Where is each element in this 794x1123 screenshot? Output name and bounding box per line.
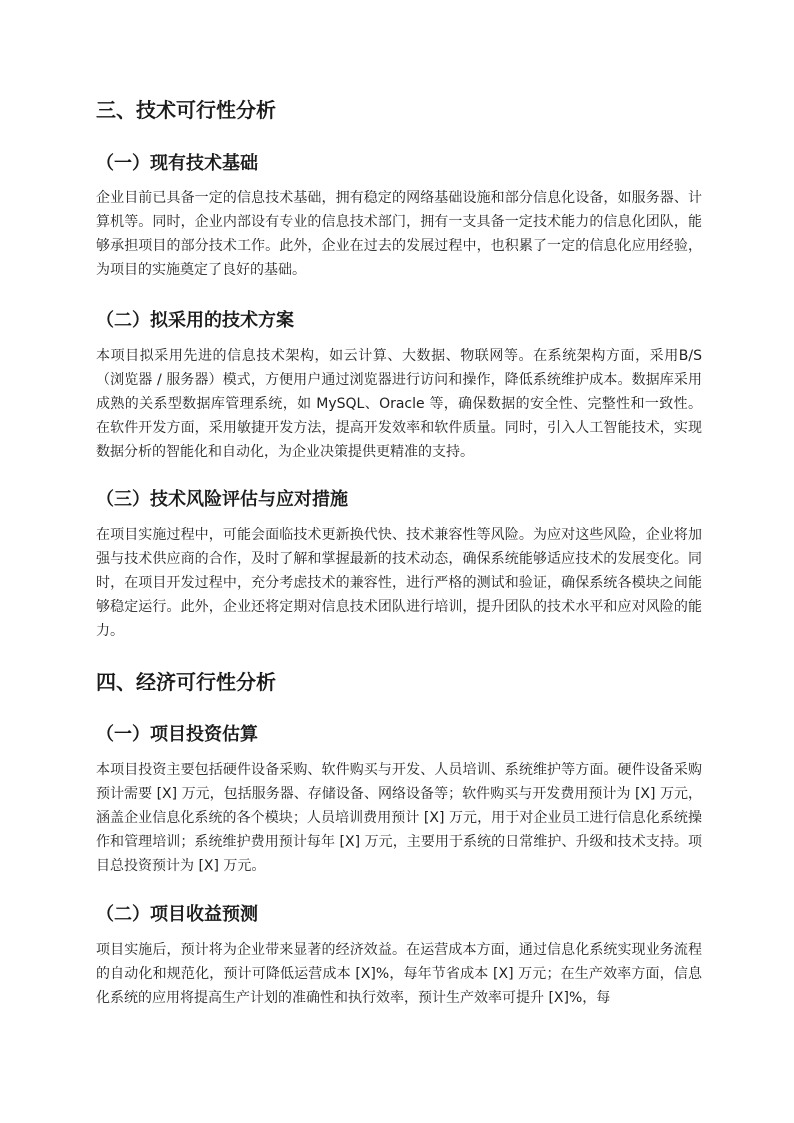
subsection-heading-revenue-forecast: （二）项目收益预测 xyxy=(96,904,258,925)
paragraph-revenue-forecast: 项目实施后，预计将为企业带来显著的经济效益。在运营成本方面，通过信息化系统实现业务流程的自动化和规范化，预计可降低运营成本 [X]%，每年节省成本 [X] 万元；在生产效率方面，信息化系统的应用将提高生产计划的准确性和执行效率，预计生产效率可提升 [X]%，每 xyxy=(96,942,702,1006)
paragraph-tech-risk: 在项目实施过程中，可能会面临技术更新换代快、技术兼容性等风险。为应对这些风险，企业将加强与技术供应商的合作，及时了解和掌握最新的技术动态，确保系统能够适应技术的发展变化。同时，在项目开发过程中，充分考虑技术的兼容性，进行严格的测试和验证，确保系统各模块之间能够稳定运行。此外，企业还将定期对信息技术团队进行培训，提升团队的技术水平和应对风险的能力。 xyxy=(96,527,702,639)
paragraph-tech-plan: 本项目拟采用先进的信息技术架构，如云计算、大数据、物联网等。在系统架构方面，采用B/S（浏览器 / 服务器）模式，方便用户通过浏览器进行访问和操作，降低系统维护成本。数据库采用成熟的关系型数据库管理系统，如 MySQL、Oracle 等，确保数据的安全性、完整性和一致性。在软件开发方面，采用敏捷开发方法，提高开发效率和软件质量。同时，引入人工智能技术，实现数据分析的智能化和自动化，为企业决策提供更精准的支持。 xyxy=(96,348,702,460)
paragraph-existing-tech-base: 企业目前已具备一定的信息技术基础，拥有稳定的网络基础设施和部分信息化设备，如服务器、计算机等。同时，企业内部设有专业的信息技术部门，拥有一支具备一定技术能力的信息化团队，能够承担项目的部分技术工作。此外，企业在过去的发展过程中，也积累了一定的信息化应用经验，为项目的实施奠定了良好的基础。 xyxy=(96,190,702,278)
subsection-heading-investment-estimate: （一）项目投资估算 xyxy=(96,724,258,745)
paragraph-investment-estimate: 本项目投资主要包括硬件设备采购、软件购买与开发、人员培训、系统维护等方面。硬件设备采购预计需要 [X] 万元，包括服务器、存储设备、网络设备等；软件购买与开发费用预计为 [X] 万元，涵盖企业信息化系统的各个模块；人员培训费用预计 [X] 万元，用于对企业员工进行信息化系统操作和管理培训；系统维护费用预计每年 [X] 万元，主要用于系统的日常维护、升级和技术支持。项目总投资预计为 [X] 万元。 xyxy=(96,762,702,874)
subsection-heading-tech-plan: （二）拟采用的技术方案 xyxy=(96,310,294,331)
section-heading-technical-feasibility: 三、技术可行性分析 xyxy=(96,98,276,122)
section-heading-economic-feasibility: 四、经济可行性分析 xyxy=(96,670,276,694)
subsection-heading-existing-tech-base: （一）现有技术基础 xyxy=(96,153,258,174)
subsection-heading-tech-risk: （三）技术风险评估与应对措施 xyxy=(96,489,348,510)
